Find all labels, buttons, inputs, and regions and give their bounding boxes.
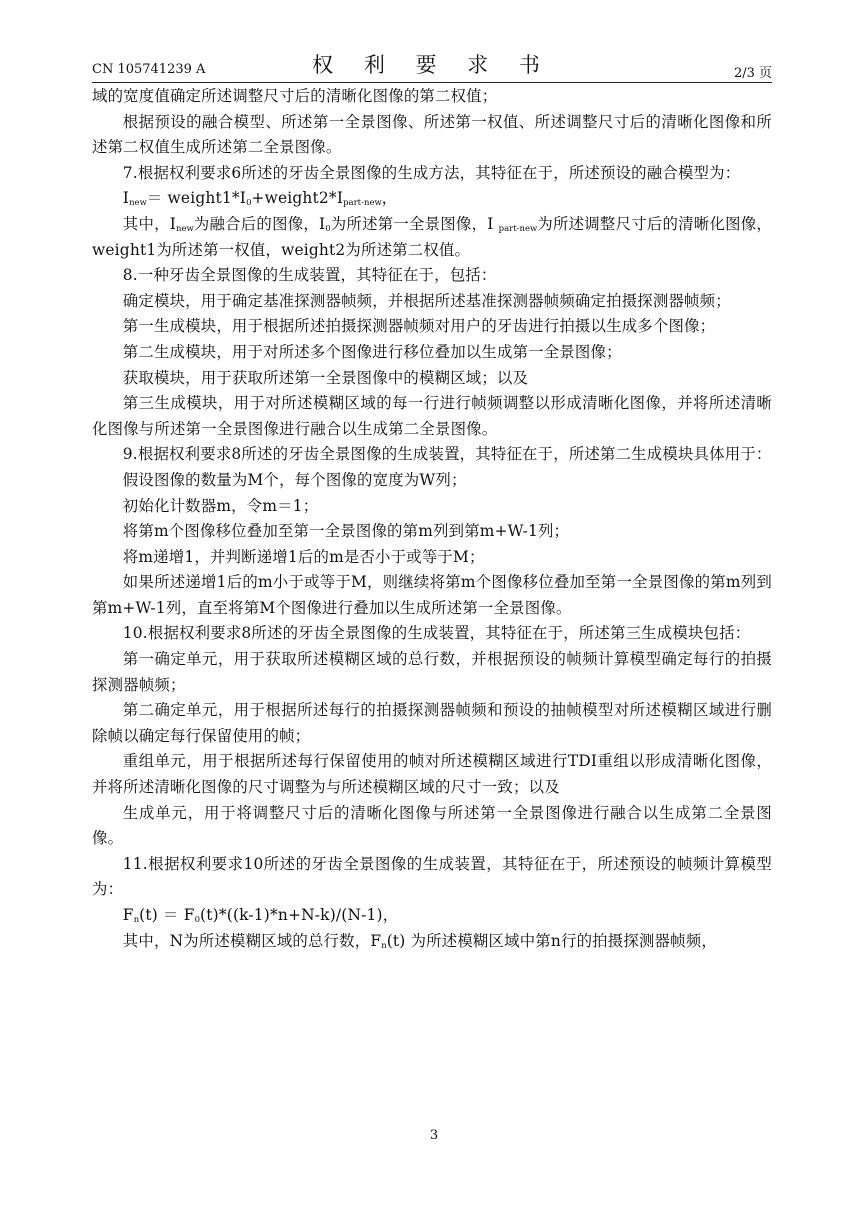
paragraph: 第一生成模块，用于根据所述拍摄探测器帧频对用户的牙齿进行拍摄以生成多个图像； — [122, 317, 716, 336]
publication-number: CN 105741239 A — [92, 62, 206, 77]
paragraph: 将第m个图像移位叠加至第一全景图像的第m列到第m+W-1列； — [122, 522, 570, 541]
document-title: 权 利 要 求 书 — [312, 53, 552, 77]
paragraph: 生成单元，用于将调整尺寸后的清晰化图像与所述第一全景图像进行融合以生成第二全景图像。 — [92, 803, 772, 848]
page-number: 3 — [429, 1128, 439, 1143]
formula-description: 其中，N为所述模糊区域的总行数，$F_n(t)$ 为所述模糊区域中第n行的拍摄探测器帧频， — [122, 931, 717, 951]
page-of-indicator: 2/3 页 — [733, 66, 772, 81]
paragraph: 7.根据权利要求6所述的牙齿全景图像的生成方法，其特征在于，所述预设的融合模型为： — [122, 163, 741, 182]
paragraph: 根据预设的融合模型、所述第一全景图像、所述第一权值、所述调整尺寸后的清晰化图像和所述第二权值生成所述第二全景图像。 — [92, 112, 772, 157]
paragraph: 11.根据权利要求10所述的牙齿全景图像的生成装置，其特征在于，所述预设的帧频计算模型为： — [92, 854, 772, 899]
claims-body — [92, 84, 772, 954]
paragraph: 第二生成模块，用于对所述多个图像进行移位叠加以生成第一全景图像； — [122, 342, 622, 361]
paragraph: 第三生成模块，用于对所述模糊区域的每一行进行帧频调整以形成清晰化图像，并将所述清晰化图像与所述第一全景图像进行融合以生成第二全景图像。 — [92, 394, 772, 438]
formula-description: 其中，$I_{new}$为融合后的图像，$I_0$为所述第一全景图像，I $_{part-new}$为所述调整尺寸后的清晰化图像，weight1为所述第一权值，weight2为所述第二权值。 — [92, 214, 772, 259]
paragraph: 8.一种牙齿全景图像的生成装置，其特征在于，包括： — [122, 266, 497, 285]
page-header — [92, 46, 772, 86]
paragraph: 9.根据权利要求8所述的牙齿全景图像的生成装置，其特征在于，所述第二生成模块具体用于： — [122, 445, 772, 464]
fusion-formula: $I_{new}=$ $weight1*I_0+weight2*I_{part-new}$， — [122, 189, 398, 209]
paragraph: 初始化计数器m，令m＝1； — [122, 496, 319, 515]
paragraph: 第一确定单元，用于获取所述模糊区域的总行数，并根据预设的帧频计算模型确定每行的拍摄探测器帧频； — [92, 650, 772, 694]
paragraph: 将m递增1，并判断递增1后的m是否小于或等于M； — [122, 547, 485, 566]
paragraph: 获取模块，用于获取所述第一全景图像中的模糊区域；以及 — [122, 368, 529, 387]
paragraph: 如果所述递增1后的m小于或等于M，则继续将第m个图像移位叠加至第一全景图像的第m列到第m+W-1列，直至将第M个图像进行叠加以生成所述第一全景图像。 — [92, 573, 772, 617]
paragraph: 假设图像的数量为M个，每个图像的宽度为W列； — [122, 470, 467, 489]
paragraph: 第二确定单元，用于根据所述每行的拍摄探测器帧频和预设的抽帧模型对所述模糊区域进行删除帧以确定每行保留使用的帧； — [92, 701, 772, 745]
paragraph: 10.根据权利要求8所述的牙齿全景图像的生成装置，其特征在于，所述第三生成模块包括： — [122, 624, 751, 643]
paragraph: 确定模块，用于确定基准探测器帧频，并根据所述基准探测器帧频确定拍摄探测器帧频； — [122, 291, 731, 310]
header-rule — [92, 82, 772, 83]
frame-rate-formula: $F_n(t) = F_0(t)*((k-1)*n+N-k)/(N-1)$， — [122, 906, 399, 925]
paragraph: 重组单元，用于根据所述每行保留使用的帧对所述模糊区域进行TDI重组以形成清晰化图像，并将所述清晰化图像的尺寸调整为与所述模糊区域的尺寸一致；以及 — [92, 752, 772, 797]
paragraph: 域的宽度值确定所述调整尺寸后的清晰化图像的第二权值； — [92, 87, 498, 105]
